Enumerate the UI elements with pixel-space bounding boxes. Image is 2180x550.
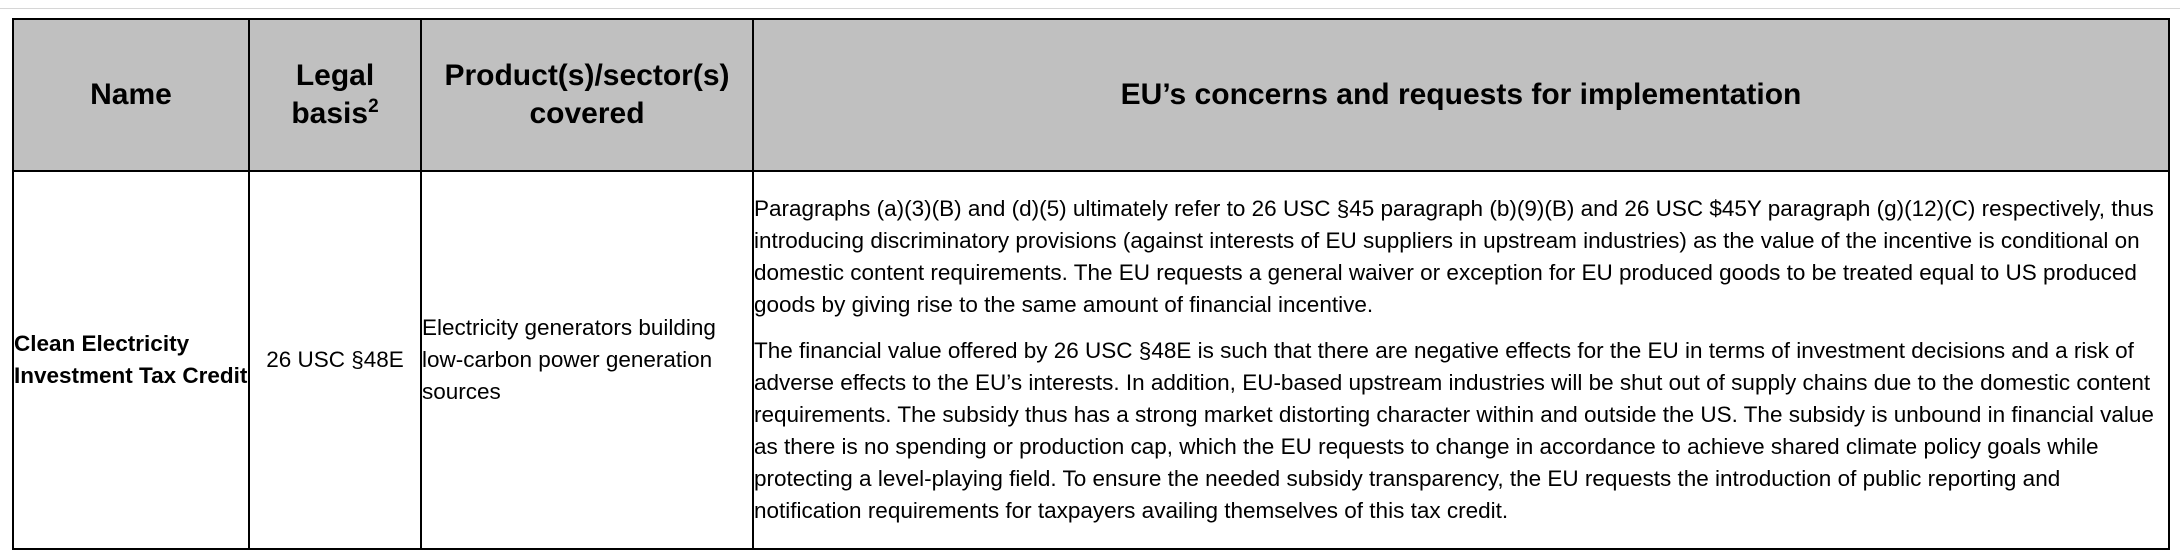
header-name-label: Name: [90, 78, 172, 111]
subsidy-concerns-table: [12, 18, 2170, 550]
header-concerns: [753, 19, 2169, 171]
header-name: [13, 19, 249, 171]
header-products-sectors: [421, 19, 753, 171]
row-name-text: Clean Electricity Investment Tax Credit: [14, 331, 248, 388]
cell-name: [13, 171, 249, 549]
header-legal-basis: [249, 19, 421, 171]
footnote-marker[interactable]: 2: [368, 96, 379, 117]
table-row: [13, 171, 2169, 549]
row-products-sectors-text: Electricity generators building low-carbon power generation sources: [422, 315, 716, 404]
concerns-paragraph-1: Paragraphs (a)(3)(B) and (d)(5) ultimately refer to 26 USC §45 paragraph (b)(9)(B) and 26 USC $45Y paragraph (g)(12)(C) respectively, thus introducing discriminatory provisions (against interests of EU suppliers in upstream industries) as the value of the incentive is conditional on domestic content requirements. The EU requests a general waiver or exception for EU produced goods to be treated equal to US produced goods by giving rise to the same amount of financial incentive.: [754, 196, 2154, 317]
concerns-paragraph-2: The financial value offered by 26 USC §48E is such that there are negative effects for the EU in terms of investment decisions and a risk of adverse effects to the EU’s interests. In addition, EU-based upstream industries will be shut out of supply chains due to the domestic content requirements. The subsidy thus has a strong market distorting character within and outside the US. The subsidy is unbound in financial value as there is no spending or production cap, which the EU requests to change in accordance to achieve shared climate policy goals while protecting a level-playing field. To ensure the needed subsidy transparency, the EU requests the introduction of public reporting and notification requirements for taxpayers availing themselves of this tax credit.: [754, 338, 2154, 523]
header-concerns-label: EU’s concerns and requests for implementation: [1120, 78, 1802, 111]
header-legal-basis-label: Legal basis: [291, 59, 375, 130]
cell-legal-basis: [249, 171, 421, 549]
row-legal-basis-text: 26 USC §48E: [266, 347, 404, 372]
header-row: [13, 19, 2169, 171]
header-products-sectors-label: Product(s)/sector(s) covered: [444, 59, 730, 130]
page-top-rule: [0, 8, 2180, 9]
cell-products-sectors: [421, 171, 753, 549]
cell-concerns: [753, 171, 2169, 549]
